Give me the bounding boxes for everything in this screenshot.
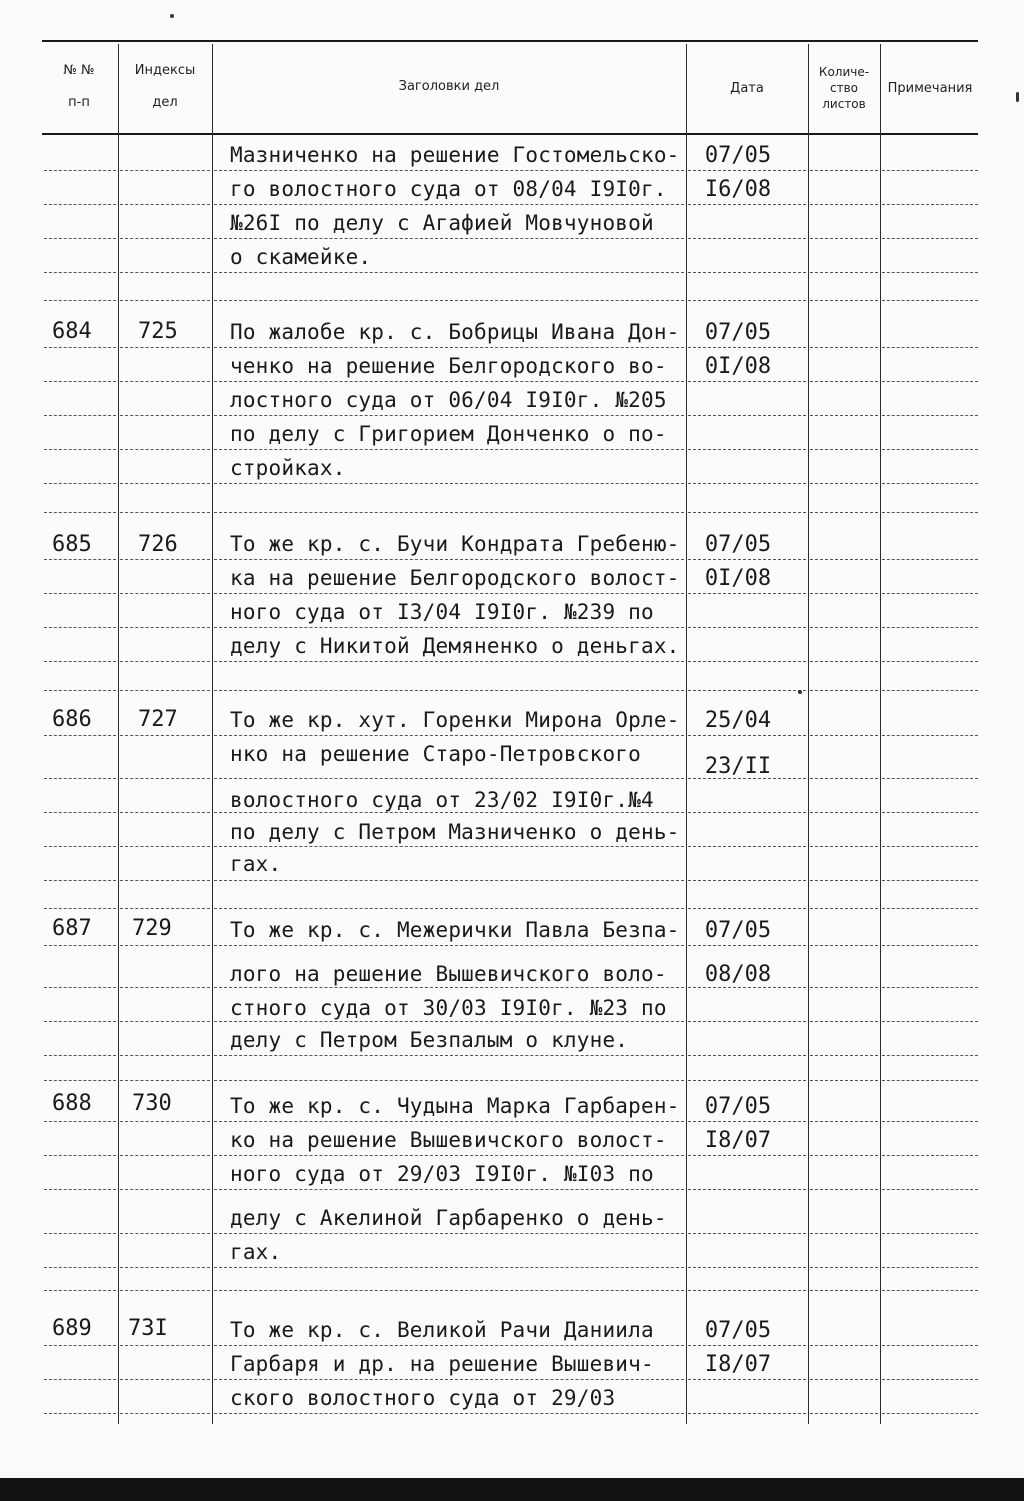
row-guide [214, 272, 684, 273]
row-guide [214, 987, 684, 988]
row-guide [810, 908, 878, 909]
row-guide [214, 1189, 684, 1190]
row-guide [810, 449, 878, 450]
entry-text-line: гах. [230, 1240, 282, 1264]
row-guide [688, 1290, 806, 1291]
entry-number: 688 [52, 1091, 92, 1116]
row-guide [688, 238, 806, 239]
entry-text-line: ченко на решение Белгородского во- [230, 354, 667, 378]
row-guide [44, 1189, 116, 1190]
entry-text-line: го волостного суда от 08/04 I9I0г. [230, 177, 667, 201]
row-guide [214, 381, 684, 382]
entry-text-line: гах. [230, 852, 282, 876]
row-guide [44, 1345, 116, 1346]
row-guide [688, 300, 806, 301]
row-guide [882, 483, 978, 484]
column-divider-1 [118, 44, 119, 1424]
row-guide [120, 593, 210, 594]
row-guide [44, 945, 116, 946]
row-guide [120, 1290, 210, 1291]
header-count-col [808, 64, 880, 112]
entry-number: 687 [52, 916, 92, 941]
entry-date-end: I8/07 [704, 1352, 772, 1377]
entry-text-line: по делу с Григорием Донченко о по- [230, 422, 667, 446]
row-guide [214, 1345, 684, 1346]
row-guide [214, 483, 684, 484]
row-guide [810, 1189, 878, 1190]
header-number-col [44, 62, 114, 112]
table-top-border [42, 40, 978, 42]
row-guide [44, 1155, 116, 1156]
row-guide [44, 559, 116, 560]
row-guide [882, 1080, 978, 1081]
row-guide [120, 483, 210, 484]
row-guide [120, 170, 210, 171]
row-guide [882, 735, 978, 736]
row-guide [882, 1379, 978, 1380]
entry-text-line: Гарбаря и др. на решение Вышевич- [230, 1352, 654, 1376]
row-guide [214, 812, 684, 813]
entry-date-end: 23/II [704, 754, 772, 779]
row-guide [688, 1233, 806, 1234]
row-guide [214, 415, 684, 416]
column-divider-4 [808, 44, 809, 1424]
row-guide [44, 690, 116, 691]
row-guide [810, 661, 878, 662]
row-guide [882, 1413, 978, 1414]
column-divider-5 [880, 44, 881, 1424]
row-guide [120, 661, 210, 662]
column-divider-2 [212, 44, 213, 1424]
row-guide [882, 381, 978, 382]
header-title-col: Заголовки дел [398, 79, 500, 94]
row-guide [688, 449, 806, 450]
row-guide [44, 415, 116, 416]
row-guide [120, 735, 210, 736]
header-count-line2: ство [829, 81, 858, 95]
row-guide [810, 415, 878, 416]
entry-index: 73I [128, 1316, 168, 1341]
entry-date-end: 0I/08 [704, 566, 772, 591]
row-guide [214, 1379, 684, 1380]
row-guide [44, 1021, 116, 1022]
row-guide [810, 347, 878, 348]
entry-date-start: 07/05 [704, 918, 772, 943]
row-guide [882, 1345, 978, 1346]
entry-date-start: 07/05 [704, 1094, 772, 1119]
row-guide [120, 1080, 210, 1081]
row-guide [688, 415, 806, 416]
entry-text-line: ка на решение Белгородского волост- [230, 566, 680, 590]
entry-text-line: делу с Акелиной Гарбаренко о день- [230, 1206, 667, 1230]
header-count-line1: Количе- [818, 65, 870, 79]
row-guide [44, 908, 116, 909]
row-guide [882, 661, 978, 662]
column-divider-3 [686, 44, 687, 1424]
row-guide [44, 449, 116, 450]
row-guide [810, 627, 878, 628]
row-guide [44, 1290, 116, 1291]
row-guide [120, 1345, 210, 1346]
entry-text-line: стного суда от 30/03 I9I0г. №23 по [230, 996, 667, 1020]
row-guide [44, 483, 116, 484]
row-guide [882, 347, 978, 348]
row-guide [214, 170, 684, 171]
entry-index: 726 [138, 532, 178, 557]
scan-speck [798, 690, 802, 694]
row-guide [120, 1055, 210, 1056]
row-guide [882, 778, 978, 779]
row-guide [120, 1379, 210, 1380]
row-guide [120, 1155, 210, 1156]
row-guide [214, 661, 684, 662]
scan-speck [170, 14, 174, 18]
entry-text-line: ного суда от 29/03 I9I0г. №I03 по [230, 1162, 654, 1186]
row-guide [810, 272, 878, 273]
row-guide [688, 170, 806, 171]
row-guide [688, 593, 806, 594]
row-guide [214, 1267, 684, 1268]
row-guide [882, 812, 978, 813]
entry-date-end: 0I/08 [704, 354, 772, 379]
row-guide [214, 1021, 684, 1022]
row-guide [810, 690, 878, 691]
row-guide [214, 627, 684, 628]
header-date-col: Дата [730, 81, 764, 96]
row-guide [882, 945, 978, 946]
entry-date-start: 25/04 [704, 708, 772, 733]
row-guide [120, 347, 210, 348]
row-guide [120, 449, 210, 450]
row-guide [214, 204, 684, 205]
entry-text-line: лого на решение Вышевичского воло- [230, 962, 667, 986]
row-guide [44, 880, 116, 881]
row-guide [688, 812, 806, 813]
row-guide [120, 987, 210, 988]
row-guide [688, 347, 806, 348]
row-guide [810, 1021, 878, 1022]
scan-bottom-edge [0, 1478, 1024, 1501]
row-guide [120, 1121, 210, 1122]
row-guide [810, 238, 878, 239]
row-guide [214, 908, 684, 909]
row-guide [882, 300, 978, 301]
entry-date-start: 07/05 [704, 320, 772, 345]
row-guide [44, 593, 116, 594]
row-guide [44, 1080, 116, 1081]
row-guide [120, 778, 210, 779]
entry-text-line: о скамейке. [230, 245, 372, 269]
row-guide [44, 272, 116, 273]
row-guide [214, 347, 684, 348]
row-guide [688, 483, 806, 484]
row-guide [810, 559, 878, 560]
row-guide [882, 880, 978, 881]
row-guide [882, 204, 978, 205]
row-guide [810, 778, 878, 779]
row-guide [882, 559, 978, 560]
entry-text-line: стройках. [230, 456, 346, 480]
row-guide [44, 1413, 116, 1414]
row-guide [882, 238, 978, 239]
header-bottom-border [42, 133, 978, 135]
row-guide [214, 735, 684, 736]
row-guide [688, 1055, 806, 1056]
row-guide [44, 512, 116, 513]
row-guide [214, 512, 684, 513]
row-guide [44, 661, 116, 662]
row-guide [688, 381, 806, 382]
row-guide [688, 880, 806, 881]
row-guide [120, 945, 210, 946]
row-guide [810, 1413, 878, 1414]
row-guide [810, 812, 878, 813]
row-guide [810, 846, 878, 847]
entry-text-line: То же кр. с. Межерички Павла Безпа- [230, 918, 680, 942]
entry-text-line: №26I по делу с Агафией Мовчуновой [230, 211, 654, 235]
row-guide [810, 1345, 878, 1346]
row-guide [44, 735, 116, 736]
row-guide [214, 238, 684, 239]
row-guide [214, 300, 684, 301]
row-guide [688, 661, 806, 662]
row-guide [810, 1233, 878, 1234]
row-guide [120, 1189, 210, 1190]
entry-text-line: То же кр. с. Великой Рачи Даниила [230, 1318, 654, 1342]
row-guide [44, 204, 116, 205]
entry-number: 689 [52, 1316, 92, 1341]
row-guide [44, 778, 116, 779]
row-guide [120, 1413, 210, 1414]
entry-index: 729 [132, 916, 172, 941]
row-guide [214, 880, 684, 881]
row-guide [44, 1379, 116, 1380]
row-guide [882, 449, 978, 450]
row-guide [120, 1267, 210, 1268]
row-guide [688, 987, 806, 988]
row-guide [688, 846, 806, 847]
row-guide [688, 1080, 806, 1081]
entry-text-line: То же кр. с. Чудына Марка Гарбарен- [230, 1094, 680, 1118]
header-count-line3: листов [822, 97, 866, 111]
row-guide [882, 1189, 978, 1190]
row-guide [214, 593, 684, 594]
entry-text-line: делу с Никитой Демяненко о деньгах. [230, 634, 680, 658]
row-guide [120, 908, 210, 909]
scan-speck [1016, 92, 1019, 102]
row-guide [810, 1267, 878, 1268]
row-guide [810, 1055, 878, 1056]
row-guide [214, 945, 684, 946]
row-guide [688, 1121, 806, 1122]
row-guide [120, 627, 210, 628]
row-guide [688, 204, 806, 205]
row-guide [882, 415, 978, 416]
row-guide [688, 559, 806, 560]
entry-date-start: 07/05 [704, 143, 772, 168]
entry-index: 725 [138, 319, 178, 344]
row-guide [882, 987, 978, 988]
row-guide [688, 1413, 806, 1414]
row-guide [214, 449, 684, 450]
row-guide [44, 238, 116, 239]
row-guide [810, 512, 878, 513]
row-guide [120, 1021, 210, 1022]
entry-date-start: 07/05 [704, 1318, 772, 1343]
row-guide [120, 381, 210, 382]
row-guide [44, 627, 116, 628]
row-guide [44, 170, 116, 171]
entry-text-line: лостного суда от 06/04 I9I0г. №205 [230, 388, 667, 412]
row-guide [120, 846, 210, 847]
row-guide [688, 1267, 806, 1268]
row-guide [44, 347, 116, 348]
row-guide [882, 627, 978, 628]
row-guide [120, 559, 210, 560]
row-guide [882, 908, 978, 909]
entry-text-line: ского волостного суда от 29/03 [230, 1386, 616, 1410]
row-guide [214, 778, 684, 779]
entry-text-line: То же кр. хут. Горенки Мирона Орле- [230, 708, 680, 732]
row-guide [214, 690, 684, 691]
row-guide [688, 1189, 806, 1190]
entry-date-end: I6/08 [704, 177, 772, 202]
header-number-line2: п-п [68, 95, 90, 110]
row-guide [810, 1379, 878, 1380]
row-guide [882, 1233, 978, 1234]
row-guide [882, 1021, 978, 1022]
row-guide [688, 1379, 806, 1380]
row-guide [120, 415, 210, 416]
row-guide [882, 846, 978, 847]
row-guide [810, 170, 878, 171]
row-guide [120, 690, 210, 691]
entry-number: 685 [52, 532, 92, 557]
row-guide [214, 1290, 684, 1291]
entry-number: 686 [52, 707, 92, 732]
row-guide [120, 204, 210, 205]
row-guide [810, 1290, 878, 1291]
row-guide [882, 593, 978, 594]
row-guide [120, 512, 210, 513]
row-guide [44, 846, 116, 847]
entry-index: 727 [138, 707, 178, 732]
row-guide [882, 1121, 978, 1122]
entry-text-line: делу с Петром Безпалым о клуне. [230, 1028, 629, 1052]
row-guide [688, 512, 806, 513]
row-guide [688, 1155, 806, 1156]
row-guide [214, 1055, 684, 1056]
row-guide [44, 381, 116, 382]
row-guide [44, 987, 116, 988]
row-guide [44, 1267, 116, 1268]
row-guide [882, 512, 978, 513]
row-guide [882, 690, 978, 691]
entry-text-line: нко на решение Старо-Петровского [230, 742, 641, 766]
row-guide [120, 272, 210, 273]
header-index-line2: дел [152, 95, 178, 110]
entry-text-line: волостного суда от 23/02 I9I0г.№4 [230, 788, 654, 812]
row-guide [44, 1233, 116, 1234]
header-number-line1: № № [63, 63, 95, 78]
row-guide [882, 1055, 978, 1056]
header-index-col [120, 62, 210, 112]
entry-text-line: по делу с Петром Мазниченко о день- [230, 820, 680, 844]
row-guide [810, 381, 878, 382]
row-guide [120, 238, 210, 239]
row-guide [882, 1155, 978, 1156]
header-notes-col: Примечания [887, 81, 973, 96]
row-guide [120, 880, 210, 881]
entry-text-line: ного суда от I3/04 I9I0г. №239 по [230, 600, 654, 624]
row-guide [688, 272, 806, 273]
row-guide [810, 945, 878, 946]
row-guide [214, 1233, 684, 1234]
row-guide [882, 272, 978, 273]
row-guide [882, 1290, 978, 1291]
row-guide [44, 812, 116, 813]
row-guide [688, 1345, 806, 1346]
entry-text-line: По жалобе кр. с. Бобрицы Ивана Дон- [230, 320, 680, 344]
row-guide [214, 1121, 684, 1122]
row-guide [688, 627, 806, 628]
row-guide [810, 300, 878, 301]
row-guide [810, 593, 878, 594]
row-guide [214, 1413, 684, 1414]
row-guide [120, 1233, 210, 1234]
row-guide [44, 300, 116, 301]
row-guide [44, 1055, 116, 1056]
row-guide [810, 1155, 878, 1156]
row-guide [214, 559, 684, 560]
row-guide [688, 908, 806, 909]
row-guide [882, 170, 978, 171]
row-guide [120, 300, 210, 301]
entry-date-start: 07/05 [704, 532, 772, 557]
entry-text-line: ко на решение Вышевичского волост- [230, 1128, 667, 1152]
row-guide [214, 1155, 684, 1156]
row-guide [810, 735, 878, 736]
row-guide [214, 846, 684, 847]
header-index-line1: Индексы [134, 63, 196, 78]
row-guide [120, 812, 210, 813]
row-guide [44, 1121, 116, 1122]
entry-date-end: 08/08 [704, 962, 772, 987]
entry-date-end: I8/07 [704, 1128, 772, 1153]
row-guide [214, 1080, 684, 1081]
row-guide [882, 1267, 978, 1268]
row-guide [688, 735, 806, 736]
row-guide [810, 483, 878, 484]
entry-number: 684 [52, 319, 92, 344]
row-guide [810, 1121, 878, 1122]
row-guide [810, 204, 878, 205]
row-guide [810, 1080, 878, 1081]
entry-index: 730 [132, 1091, 172, 1116]
row-guide [688, 690, 806, 691]
row-guide [810, 987, 878, 988]
row-guide [810, 880, 878, 881]
entry-text-line: Мазниченко на решение Гостомельско- [230, 143, 680, 167]
row-guide [688, 945, 806, 946]
row-guide [688, 1021, 806, 1022]
entry-text-line: То же кр. с. Бучи Кондрата Гребеню- [230, 532, 680, 556]
